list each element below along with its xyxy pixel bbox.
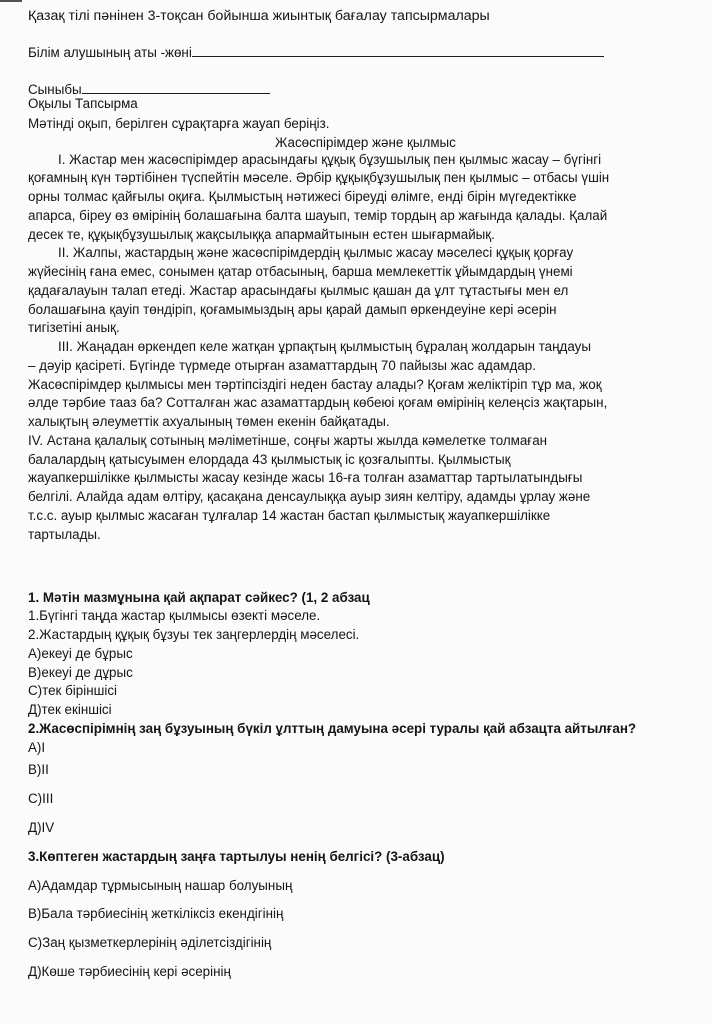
question-1-option-d[interactable]: Д)тек екіншісі	[28, 702, 112, 717]
text-line: IV. Астана қалалық сотының мәліметінше, соңғы жарты жылда кәмелетке толмаған	[28, 433, 548, 448]
text-line: тартылады.	[28, 527, 101, 542]
question-1-option-b[interactable]: В)екеуі де дұрыс	[28, 665, 133, 680]
student-name-blank	[192, 44, 604, 57]
question-3-option-b[interactable]: В)Бала тәрбиесінің жеткіліксіз екендігінің	[28, 906, 284, 921]
question-3-title: 3.Көптеген жастардың заңға тартылуы ненің белгісі? (3-абзац)	[28, 849, 445, 864]
text-line: белгілі. Алайда адам өлтіру, қасақана денсаулыққа ауыр зиян келтіру, адамды ұрлау және	[28, 489, 591, 504]
text-line: II. Жалпы, жастардың және жасөспірімдердің қылмыс жасау мәселесі құқық қорғау	[58, 245, 574, 260]
text-line: тигізетіні анық.	[28, 320, 120, 335]
document-title: Қазақ тілі пәнінен 3-тоқсан бойынша жиынтық бағалау тапсырмалары	[28, 8, 490, 24]
section-heading: Оқылы Тапсырма	[28, 96, 138, 111]
text-line: I. Жастар мен жасөспірімдер арасындағы құқық бұзушылық пен қылмыс жасау – бүгінгі	[58, 152, 602, 167]
text-line: т.с.с. ауыр қылмыс жасаған тұлғалар 14 жастан бастап қылмыстық жауапкершілікке	[28, 508, 551, 523]
text-line: қадағалауын талап етеді. Жастар арасындағы қылмыс қашан да ұлт тұтастығы мен ел	[28, 283, 569, 298]
text-line: халықтың әлеуметтік ахуалының төмен екенін байқатады.	[28, 414, 390, 429]
text-title: Жасөспірімдер және қылмыс	[275, 135, 456, 150]
text-line: орны толмас қайғылы оқиға. Қылмыстың нәтижесі біреуді өлімге, енді бірін мүгедектікке	[28, 189, 577, 204]
question-2-title: 2.Жасөспірімнің заң бұзуының бүкіл ұлттың дамуына әсері туралы қай абзацта айтылған?	[28, 721, 637, 736]
question-1-option-c[interactable]: С)тек біріншісі	[28, 683, 117, 698]
question-1-title: 1. Мәтін мазмұнына қай ақпарат сәйкес? (1, 2 абзац	[28, 590, 370, 605]
text-line: апарса, біреу өз өмірінің болашағына балта шауып, темір тордың ар жағында қалады. Қалай	[28, 208, 608, 223]
text-line: әлде тәрбие тааз ба? Сотталған жас азаматтардың көбеюі қоғам өмірінің келеңсіз жақтарын,	[28, 395, 608, 410]
class-blank	[82, 81, 270, 94]
text-line: болашағына қауіп төндіріп, қоғамымыздың ары қарай дамып өркендеуіне кері әсерін	[28, 302, 557, 317]
text-line: – дәуір қасіреті. Бүгінде түрмеде отырған азаматтардың 70 пайызы жас адамдар.	[28, 358, 536, 373]
text-line: қоғамның күн тәртібінен түспейтін мәселе. Әрбір құқықбұзушылық пен қылмыс – отбасы үшін	[28, 170, 610, 185]
question-2-option-d[interactable]: Д)IV	[28, 820, 55, 835]
question-3-option-c[interactable]: С)Заң қызметкерлерінің әділетсіздігінің	[28, 935, 272, 950]
student-name-label: Білім алушының аты -жөні	[28, 45, 192, 60]
question-3-option-d[interactable]: Д)Көше тәрбиесінің кері әсерінің	[28, 964, 231, 979]
question-1-option-a[interactable]: А)екеуі де бұрыс	[28, 646, 133, 661]
question-2-option-b[interactable]: В)II	[28, 762, 49, 777]
text-line: балалардың қатысуымен елордада 43 қылмыстық іс қозғалыпты. Қылмыстық	[28, 452, 511, 467]
question-1-statement: 1.Бүгінгі таңда жастар қылмысы өзекті мәселе.	[28, 608, 321, 623]
text-line: III. Жаңадан өркендеп келе жатқан ұрпақтың қылмыстың бұралаң жолдарын таңдауы	[58, 339, 591, 354]
question-2-option-c[interactable]: С)III	[28, 791, 54, 806]
question-3-option-a[interactable]: А)Адамдар тұрмысының нашар болуының	[28, 878, 293, 893]
instruction: Мәтінді оқып, берілген сұрақтарға жауап беріңіз.	[28, 116, 330, 131]
class-label: Сыныбы	[28, 82, 82, 97]
student-name-line	[28, 44, 604, 61]
question-1-statement: 2.Жастардың құқық бұзуы тек заңгерлердің мәселесі.	[28, 627, 360, 642]
text-line: жүйесінің ғана емес, сонымен қатар отбасының, барша мемлекеттік ұйымдардың үнемі	[28, 264, 573, 279]
text-line: десек те, құқықбұзушылық жақсылыққа апармайтынын естен шығармайық.	[28, 227, 495, 242]
question-2-option-a[interactable]: А)I	[28, 740, 46, 755]
text-line: Жасөспірімдер қылмысы мен тәртіпсіздігі неден бастау алады? Қоғам желіктіріп тұр ма, жоқ	[28, 377, 602, 392]
corner-mark	[0, 0, 22, 2]
text-line: жауапкершілікке қылмысты жасау кезінде жасы 16-ға толған азаматтар тартылатындығы	[28, 470, 583, 485]
